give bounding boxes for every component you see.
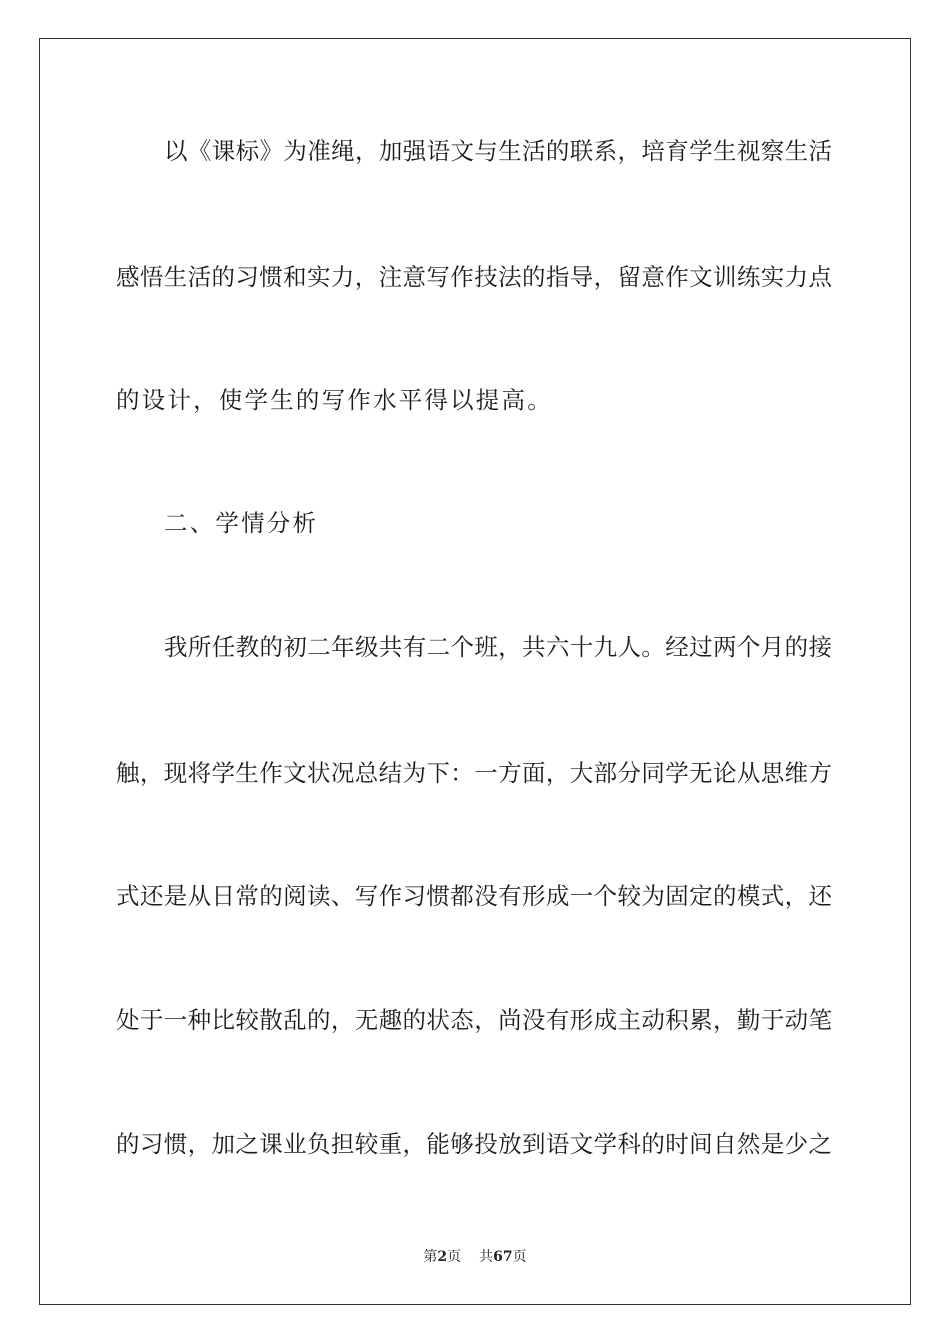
- footer-page-suffix: 页: [447, 1249, 462, 1265]
- footer-page-number: 2: [437, 1249, 448, 1265]
- body-text-line: 的设计，使学生的写作水平得以提高。: [116, 386, 553, 414]
- footer-page-prefix: 第: [423, 1249, 438, 1265]
- footer-total-pages: 67: [493, 1249, 513, 1265]
- body-text-line: 以《课标》为准绳，加强语文与生活的联系，培育学生视察生活: [164, 137, 832, 165]
- body-text-line: 处于一种比较散乱的，无趣的状态，尚没有形成主动积累，勤于动笔: [116, 1006, 832, 1034]
- body-text-line: 的习惯，加之课业负担较重，能够投放到语文学科的时间自然是少之: [116, 1130, 832, 1158]
- body-text-line: 触，现将学生作文状况总结为下：一方面，大部分同学无论从思维方: [116, 759, 832, 787]
- section-heading: 二、学情分析: [164, 509, 319, 537]
- footer-total-suffix: 页: [512, 1249, 527, 1265]
- body-text-line: 我所任教的初二年级共有二个班，共六十九人。经过两个月的接: [164, 633, 832, 661]
- body-text-line: 式还是从日常的阅读、写作习惯都没有形成一个较为固定的模式，还: [116, 882, 832, 910]
- page-border: [39, 38, 911, 1305]
- body-text-line: 感悟生活的习惯和实力，注意写作技法的指导，留意作文训练实力点: [116, 263, 832, 291]
- footer-total-prefix: 共: [479, 1249, 494, 1265]
- page-footer: [0, 1248, 950, 1266]
